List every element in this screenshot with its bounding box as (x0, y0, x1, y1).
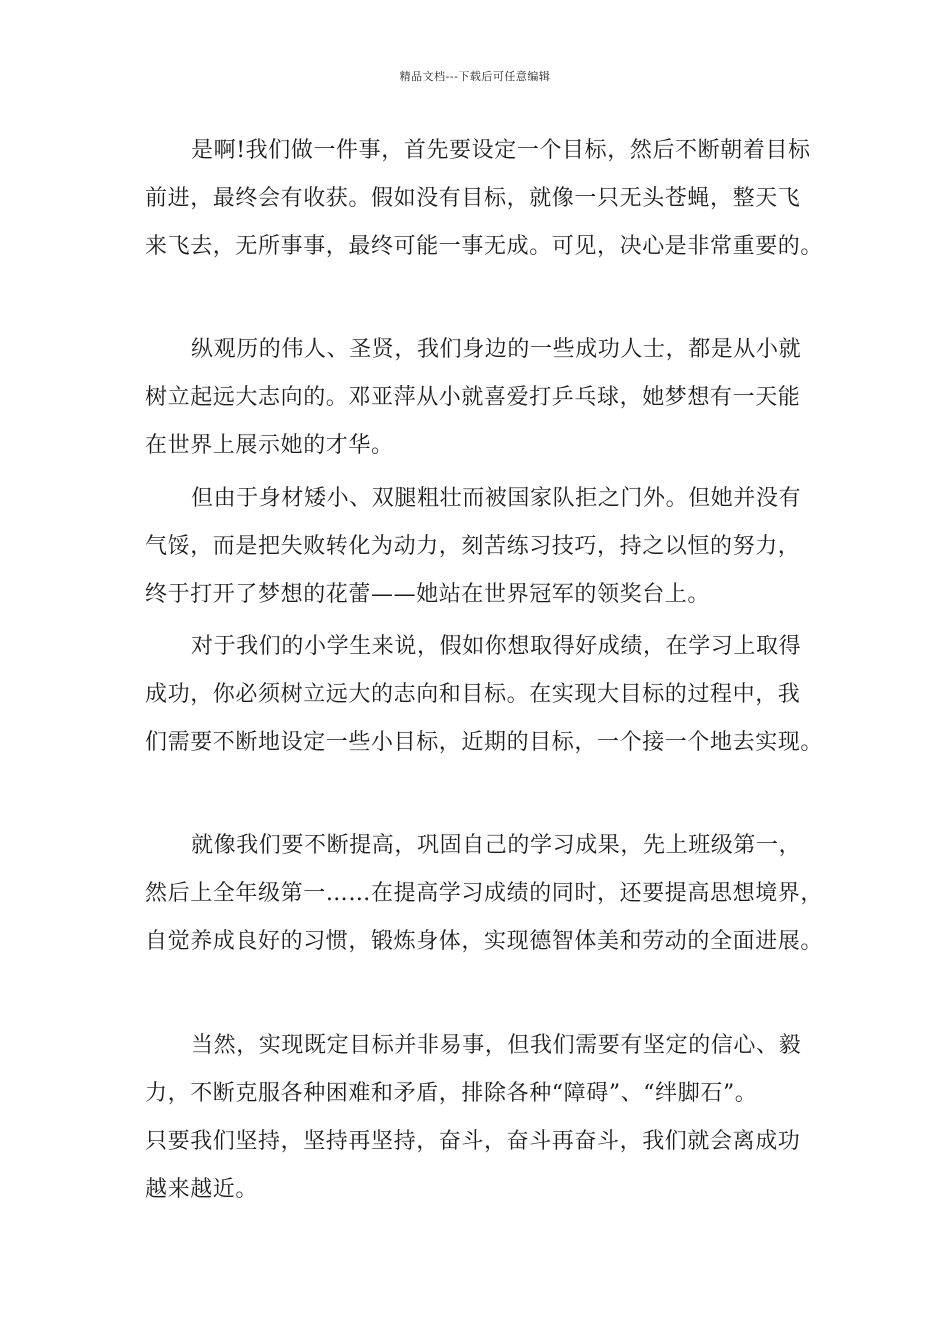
page-header: 精品文档---下载后可任意编辑 (399, 70, 551, 83)
paragraph-line: 然后上全年级第一……在提高学习成绩的同时，还要提高思想境界， (145, 881, 824, 906)
paragraph-line: 气馁，而是把失败转化为动力，刻苦练习技巧，持之以恒的努力， (145, 534, 801, 559)
paragraph-line: 对于我们的小学生来说，假如你想取得好成绩，在学习上取得 (191, 634, 802, 659)
paragraph-6 (145, 1022, 825, 1214)
paragraph-line: 自觉养成良好的习惯，锻炼身体，实现德智体美和劳动的全面进展。 (145, 929, 824, 954)
paragraph-3 (145, 475, 825, 619)
paragraph-line: 们需要不断地设定一些小目标，近期的目标，一个接一个地去实现。 (145, 730, 824, 755)
paragraph-line: 但由于身材矮小、双腿粗壮而被国家队拒之门外。但她并没有 (191, 486, 802, 511)
paragraph-line: 越来越近。 (145, 1177, 259, 1202)
paragraph-1 (145, 127, 825, 271)
paragraph-line: 前进，最终会有收获。假如没有目标，就像一只无头苍蝇，整天飞 (145, 186, 801, 211)
paragraph-line: 当然，实现既定目标并非易事，但我们需要有坚定的信心、毅 (191, 1033, 802, 1058)
paragraph-line: 来飞去，无所事事，最终可能一事无成。可见，决心是非常重要的。 (145, 234, 824, 259)
paragraph-line: 终于打开了梦想的花蕾——她站在世界冠军的领奖台上。 (145, 582, 711, 607)
paragraph-line: 只要我们坚持，坚持再坚持，奋斗，奋斗再奋斗，我们就会离成功 (145, 1129, 801, 1154)
paragraph-4 (145, 623, 825, 767)
paragraph-line: 是啊!我们做一件事，首先要设定一个目标，然后不断朝着目标 (191, 138, 811, 163)
paragraph-line: 在世界上展示她的才华。 (145, 433, 394, 458)
paragraph-line: 就像我们要不断提高，巩固自己的学习成果，先上班级第一， (191, 833, 802, 858)
paragraph-line: 成功，你必须树立远大的志向和目标。在实现大目标的过程中，我 (145, 682, 801, 707)
paragraph-line: 力，不断克服各种困难和矛盾，排除各种“障碍”、“绊脚石”。 (145, 1081, 758, 1106)
paragraph-5 (145, 822, 825, 966)
paragraph-2 (145, 326, 825, 470)
paragraph-line: 树立起远大志向的。邓亚萍从小就喜爱打乒乓球，她梦想有一天能 (145, 385, 801, 410)
paragraph-line: 纵观历的伟人、圣贤，我们身边的一些成功人士，都是从小就 (191, 337, 802, 362)
